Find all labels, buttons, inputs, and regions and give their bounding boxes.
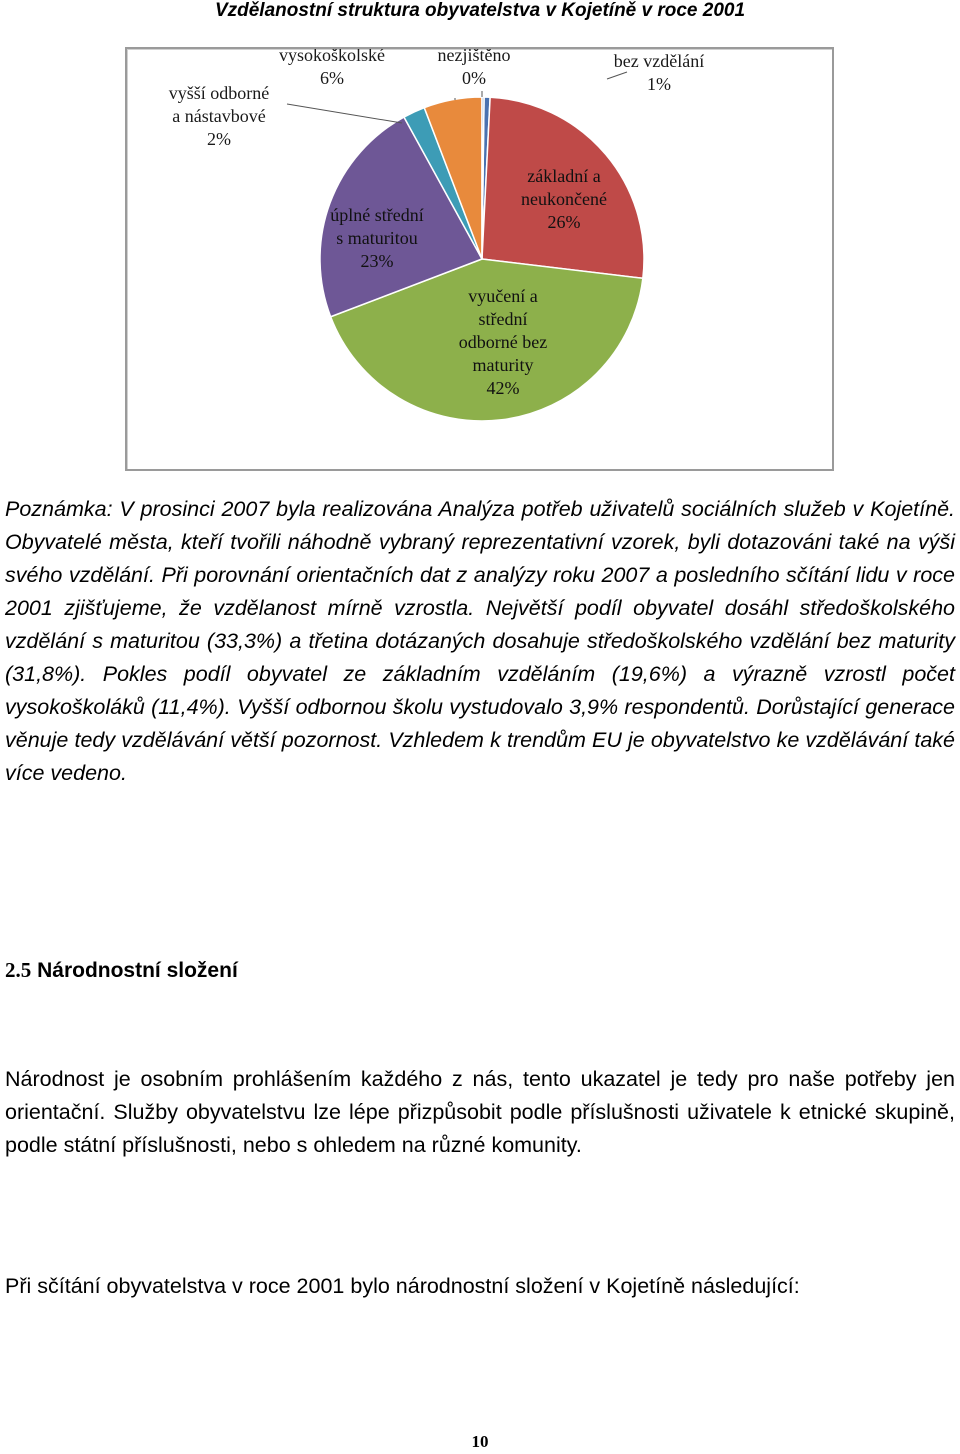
pie-label-6: nezjištěno 0% — [437, 49, 511, 88]
pie-label-4: vyšší odborné a nástavbové 2% — [168, 83, 270, 149]
pie-label-1: základní a neukončené 26% — [521, 166, 607, 232]
pie-chart — [127, 49, 832, 469]
pie-chart-frame — [125, 47, 834, 471]
section-number: 2.5 — [5, 958, 32, 982]
pie-label-3: úplné střední s maturitou 23% — [330, 205, 424, 271]
leader-line-0 — [607, 72, 627, 79]
paragraph-census-intro: Při sčítání obyvatelstva v roce 2001 bylo národnostní složení v Kojetíně následující: — [5, 1274, 800, 1298]
pie-label-2: vyučení a střední odborné bez maturity 42% — [458, 286, 548, 398]
pie-label-5: vysokoškolské 6% — [278, 49, 386, 88]
section-title: Národnostní složení — [37, 959, 238, 982]
paragraph-nationality-intro: Národnost je osobním prohlášením každého z nás, tento ukazatel je tedy pro naše potřeby jen orientační. Služby obyvatelstvu lze lépe přizpůsobit podle příslušnosti uživatele k etnické skupině, podle státní příslušnosti, nebo s ohledem na různé komunity. — [5, 1067, 955, 1157]
chart-title: Vzdělanostní struktura obyvatelstva v Kojetíně v roce 2001 — [214, 0, 746, 21]
pie-label-0: bez vzdělání 1% — [613, 51, 705, 94]
leader-line-4 — [287, 104, 402, 123]
section-heading — [5, 955, 238, 986]
page-number: 10 — [471, 1432, 489, 1451]
pie-slice-1 — [482, 97, 644, 278]
note-paragraph: Poznámka: V prosinci 2007 byla realizována Analýza potřeb uživatelů sociálních služeb v Kojetíně. Obyvatelé města, kteří tvořili náhodně vybraný reprezentativní vzorek, byli dotazováni také na výši svého vzdělání. Při porovnání orientačních dat z analýzy roku 2007 a posledního sčítání lidu v roce 2001 zjišťujeme, že vzdělanost mírně vzrostla. Největší podíl obyvatel dosáhl středoškolského vzdělání s maturitou (33,3%) a třetina dotázaných dosahuje středoškolského vzdělání bez maturity (31,8%). Pokles podíl obyvatel ze základním vzděláním (19,6%) a výrazně vzrostl počet vysokoškoláků (11,4%). Vyšší odbornou školu vystudovalo 3,9% respondentů. Dorůstající generace věnuje tedy vzdělávání větší pozornost. Vzhledem k trendům EU je obyvatelstvo ke vzdělávání také více vedeno. — [5, 497, 955, 785]
